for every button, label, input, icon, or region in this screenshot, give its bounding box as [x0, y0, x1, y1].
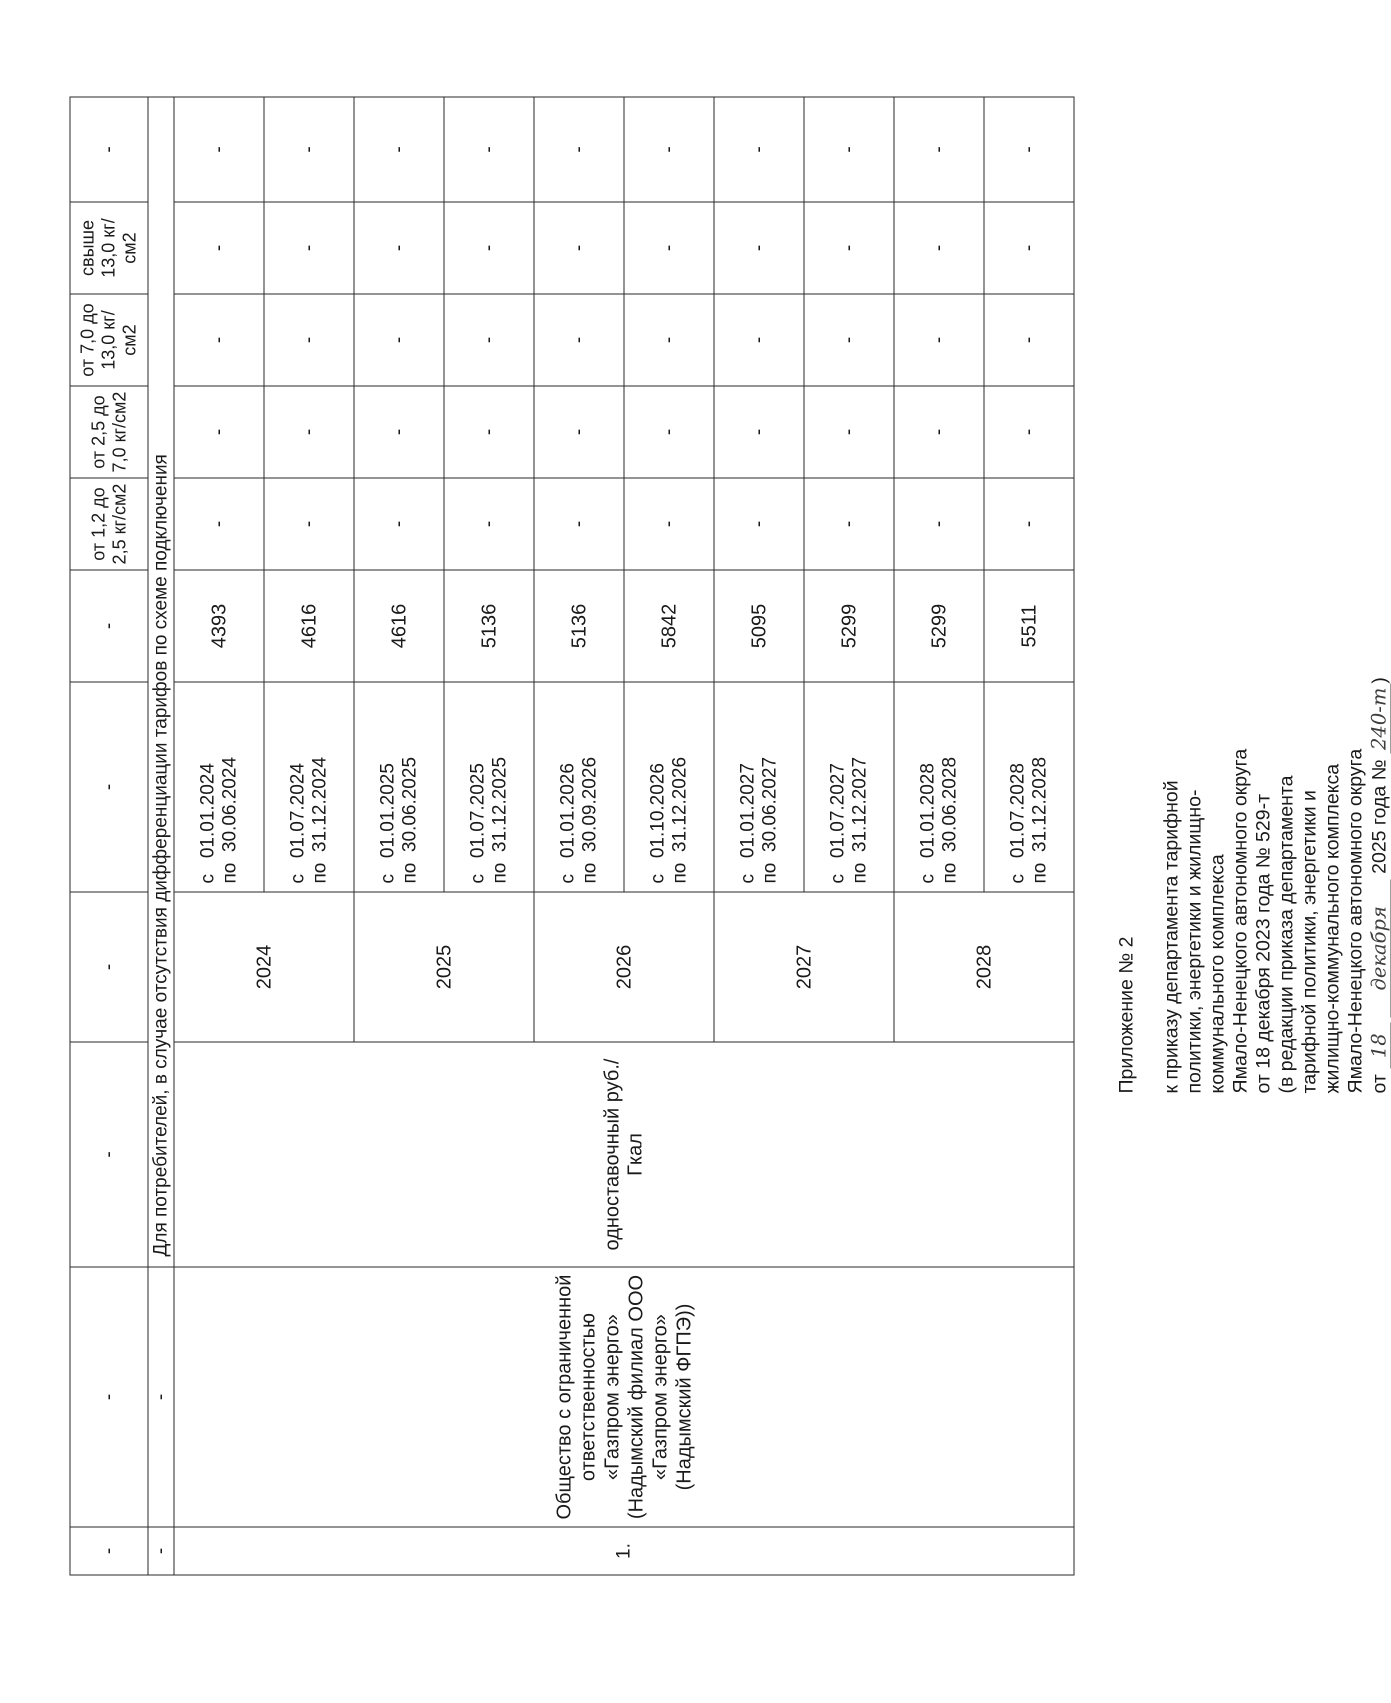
dash-cell: -	[804, 97, 894, 202]
tariff-unit: одноставочный руб./Гкал	[174, 1042, 1074, 1267]
period-to: по 31.12.2024	[308, 756, 330, 883]
header-cell: -	[70, 1042, 148, 1267]
dash-cell: -	[354, 97, 444, 202]
period-to: по 30.06.2027	[758, 756, 780, 883]
header-cell: -	[70, 570, 148, 682]
period-from: с 01.07.2025	[466, 762, 488, 883]
appendix-date-line	[1367, 53, 1391, 1093]
dash-cell: -	[624, 202, 714, 294]
dash-cell: -	[264, 202, 354, 294]
header-pressure-over-13-0: свыше 13,0 кг/см2	[70, 202, 148, 294]
dash-cell: -	[624, 478, 714, 570]
dash-cell: -	[624, 294, 714, 386]
dash-cell: -	[894, 97, 984, 202]
appendix-line: (в редакции приказа департамента	[1275, 775, 1297, 1093]
period-cell	[714, 682, 804, 892]
period-cell	[984, 682, 1074, 892]
dash-cell: -	[264, 97, 354, 202]
tariff-table	[69, 96, 1074, 1575]
period-cell	[264, 682, 354, 892]
tariff-value: 4616	[354, 570, 444, 682]
period-to: по 31.12.2028	[1028, 756, 1050, 883]
dash-cell: -	[534, 386, 624, 478]
period-to: по 30.06.2025	[398, 756, 420, 883]
dash-cell: -	[354, 294, 444, 386]
appendix-line: Ямало-Ненецкого автономного округа	[1344, 748, 1366, 1093]
handwritten-day: 18	[1367, 1022, 1391, 1068]
dash-cell: -	[444, 294, 534, 386]
appendix-line: политики, энергетики и жилищно-	[1183, 789, 1205, 1093]
appendix-text	[1160, 53, 1391, 1093]
dash-cell: -	[444, 202, 534, 294]
period-cell	[894, 682, 984, 892]
section-row	[148, 97, 174, 1575]
period-to: по 31.12.2026	[668, 756, 690, 883]
period-from: с 01.01.2024	[196, 762, 218, 883]
dash-cell: -	[804, 386, 894, 478]
tariff-value: 5136	[444, 570, 534, 682]
row-number: 1.	[174, 1527, 1074, 1575]
dash-cell: -	[354, 202, 444, 294]
year-cell: 2028	[894, 892, 1074, 1042]
period-from: с 01.10.2026	[646, 762, 668, 883]
dash-cell: -	[714, 478, 804, 570]
header-pressure-2-5-7-0: от 2,5 до 7,0 кг/см2	[70, 386, 148, 478]
section-title: Для потребителей, в случае отсутствия дифференциации тарифов по схеме подключения	[148, 97, 174, 1267]
dash-cell: -	[534, 97, 624, 202]
header-cell: -	[70, 97, 148, 202]
year-cell: 2025	[354, 892, 534, 1042]
dash-cell: -	[984, 97, 1074, 202]
dash-cell: -	[624, 97, 714, 202]
period-to: по 31.12.2027	[848, 756, 870, 883]
dash-cell: -	[534, 294, 624, 386]
appendix-block	[1115, 53, 1391, 1093]
period-cell	[534, 682, 624, 892]
appendix-line: к приказу департамента тарифной	[1160, 779, 1182, 1093]
dash-cell: -	[174, 97, 264, 202]
period-to: по 31.12.2025	[488, 756, 510, 883]
period-cell	[174, 682, 264, 892]
dash-cell: -	[984, 478, 1074, 570]
dash-cell: -	[714, 97, 804, 202]
handwritten-month: декабря	[1367, 879, 1391, 1017]
dash-cell: -	[174, 478, 264, 570]
tariff-value: 4616	[264, 570, 354, 682]
tariff-value: 4393	[174, 570, 264, 682]
dash-cell: -	[894, 202, 984, 294]
period-cell	[354, 682, 444, 892]
period-to: по 30.06.2028	[938, 756, 960, 883]
dash-cell: -	[894, 294, 984, 386]
dash-cell: -	[984, 294, 1074, 386]
appendix-title: Приложение № 2	[1115, 936, 1137, 1093]
appendix-line: коммунального комплекса	[1206, 853, 1228, 1093]
tariff-value: 5136	[534, 570, 624, 682]
dash-cell: -	[984, 202, 1074, 294]
dash-cell: -	[534, 202, 624, 294]
dash-cell: -	[444, 478, 534, 570]
header-row	[70, 97, 148, 1575]
period-from: с 01.07.2027	[826, 762, 848, 883]
section-dash-cell: -	[148, 1527, 174, 1575]
dash-cell: -	[354, 478, 444, 570]
appendix-line: тарифной политики, энергетики и	[1298, 789, 1320, 1093]
year-cell: 2024	[174, 892, 354, 1042]
dash-cell: -	[714, 294, 804, 386]
header-cell: -	[70, 1527, 148, 1575]
period-to: по 30.06.2024	[218, 756, 240, 883]
tariff-value: 5299	[804, 570, 894, 682]
header-cell: -	[70, 892, 148, 1042]
date-year-text: 2025 года №	[1368, 758, 1390, 874]
table-row	[174, 97, 264, 1575]
date-prefix: от	[1368, 1073, 1390, 1093]
header-cell: -	[70, 1267, 148, 1527]
tariff-value: 5511	[984, 570, 1074, 682]
dash-cell: -	[984, 386, 1074, 478]
dash-cell: -	[174, 386, 264, 478]
dash-cell: -	[804, 478, 894, 570]
period-from: с 01.01.2026	[556, 762, 578, 883]
period-from: с 01.07.2024	[286, 762, 308, 883]
dash-cell: -	[624, 386, 714, 478]
period-from: с 01.01.2028	[916, 762, 938, 883]
appendix-line: Ямало-Ненецкого автономного округа	[1229, 748, 1251, 1093]
header-pressure-1-2-2-5: от 1,2 до 2,5 кг/см2	[70, 478, 148, 570]
dash-cell: -	[894, 386, 984, 478]
tariff-value: 5299	[894, 570, 984, 682]
dash-cell: -	[894, 478, 984, 570]
period-cell	[624, 682, 714, 892]
dash-cell: -	[354, 386, 444, 478]
year-cell: 2027	[714, 892, 894, 1042]
dash-cell: -	[534, 478, 624, 570]
period-from: с 01.07.2028	[1006, 762, 1028, 883]
period-from: с 01.01.2027	[736, 762, 758, 883]
dash-cell: -	[804, 202, 894, 294]
handwritten-order-number: 240-т	[1367, 683, 1391, 753]
period-cell	[804, 682, 894, 892]
closing-paren: )	[1368, 676, 1390, 684]
organization-name: Общество с ограниченной ответственностью «Газпром энерго» (Надымский филиал ООО «Газпром энерго» (Надымский ФГПЭ))	[174, 1267, 1074, 1527]
dash-cell: -	[264, 294, 354, 386]
tariff-value: 5095	[714, 570, 804, 682]
dash-cell: -	[264, 478, 354, 570]
appendix-line: жилищно-коммунального комплекса	[1321, 763, 1343, 1093]
dash-cell: -	[714, 202, 804, 294]
period-cell	[444, 682, 534, 892]
dash-cell: -	[714, 386, 804, 478]
period-to: по 30.09.2026	[578, 756, 600, 883]
dash-cell: -	[804, 294, 894, 386]
appendix-line: от 18 декабря 2023 года № 529-т	[1252, 793, 1274, 1093]
dash-cell: -	[174, 202, 264, 294]
period-from: с 01.01.2025	[376, 762, 398, 883]
dash-cell: -	[444, 97, 534, 202]
tariff-value: 5842	[624, 570, 714, 682]
dash-cell: -	[264, 386, 354, 478]
section-dash-cell: -	[148, 1267, 174, 1527]
year-cell: 2026	[534, 892, 714, 1042]
dash-cell: -	[174, 294, 264, 386]
header-cell: -	[70, 682, 148, 892]
header-pressure-7-0-13-0: от 7,0 до 13,0 кг/см2	[70, 294, 148, 386]
dash-cell: -	[444, 386, 534, 478]
